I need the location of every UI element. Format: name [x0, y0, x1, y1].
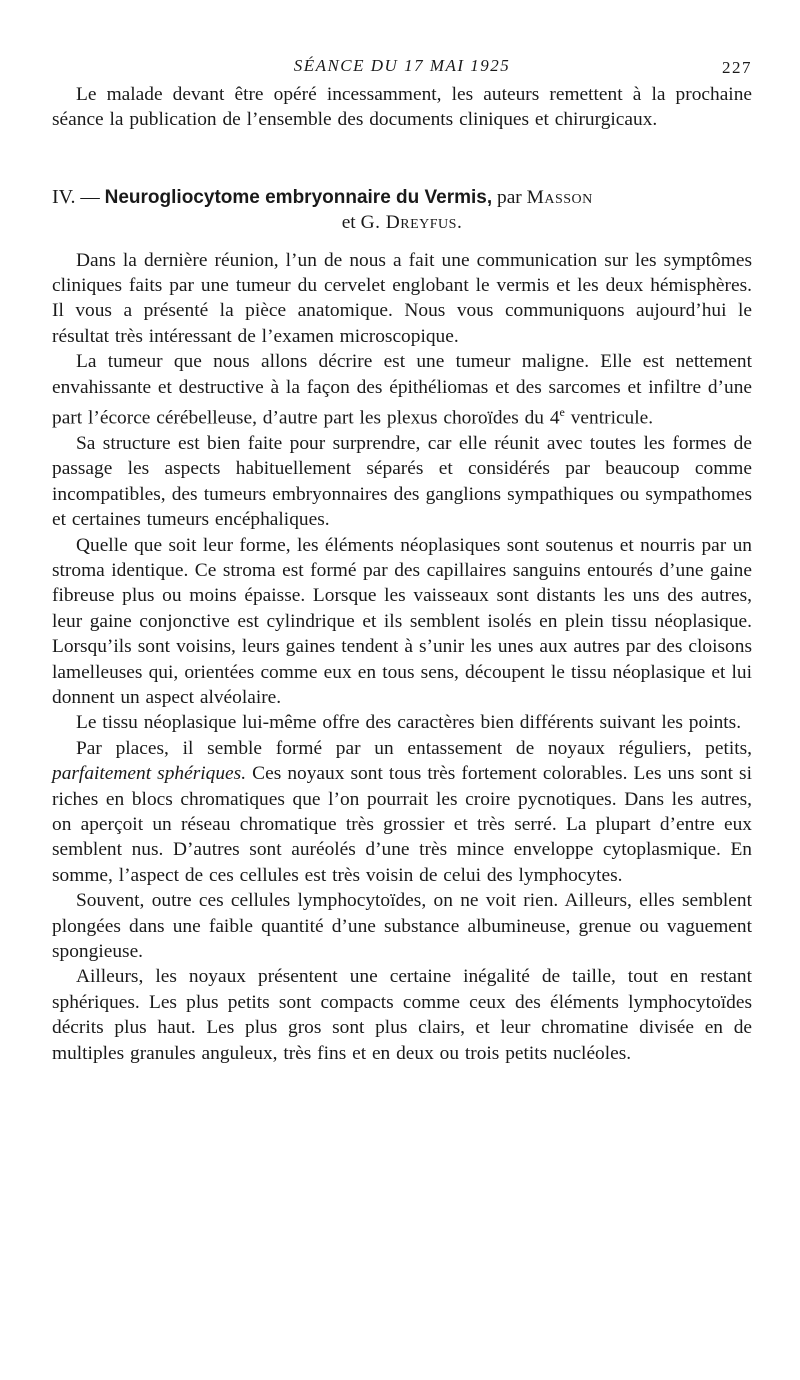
author-masson: Masson [526, 186, 593, 208]
paragraph-4: Quelle que soit leur forme, les éléments néoplasiques sont soutenus et nourris par un stroma identique. Ce stroma est formé par des capillaires sanguins entourés d’une gaine fibreuse plus ou moins épaisse. Lorsque les vaisseaux sont distants les uns des autres, leur gaine conjonctive est cylindrique et ils semblent isolés en plein tissu néoplasique. Lorsqu’ils sont voisins, leurs gaines tendent à s’unir les unes aux autres par des cloisons lamelleuses qui, orientées comme eux en tous sens, découpent le tissu néoplasique et lui donnent un aspect alvéolaire. [52, 534, 752, 708]
page-number: 227 [722, 58, 752, 77]
paragraph-2-text-b: ventricule. [564, 407, 654, 429]
paragraph-5: Le tissu néoplasique lui-même offre des caractères bien différents suivant les points. [76, 712, 742, 734]
paragraph-6 [52, 736, 752, 888]
paragraph-1: Dans la dernière réunion, l’un de nous a fait une communication sur les symptômes cliniques faits par une tumeur du cervelet englobant le vermis et les deux hémisphères. Il vous a présenté la pièce anatomique. Nous vous communiquons aujourd’hui le résultat très intéressant de l’examen microscopique. [52, 249, 752, 347]
paragraph-6-italic: parfaitement sphériques. [52, 763, 247, 785]
paragraph-2 [52, 349, 752, 431]
paragraph-2-superscript: e [559, 405, 565, 420]
paragraph-3: Sa structure est bien faite pour surprendre, car elle réunit avec toutes les formes de passage les aspects habituellement séparés et considérés par beaucoup comme incompatibles, des tumeurs embryonnaires des ganglions sympathiques ou sympathomes et certaines tumeurs encéphaliques. [52, 432, 752, 531]
article-dash: — [80, 186, 100, 208]
author-dreyfus: G. Dreyfus. [360, 212, 463, 234]
running-title: SÉANCE DU 17 MAI 1925 [293, 56, 511, 75]
article-title: Neurogliocytome embryonnaire du Vermis, [104, 186, 493, 208]
paragraph-6-text-a: Par places, il semble formé par un entassement de noyaux réguliers, petits, [76, 737, 752, 759]
article-by: par [497, 186, 522, 208]
article-and: et [341, 212, 356, 234]
paragraph-7: Souvent, outre ces cellules lymphocytoïdes, on ne voit rien. Ailleurs, elles semblent plongées dans une faible quantité d’une substance albumineuse, grenue ou vaguement spongieuse. [52, 890, 752, 963]
article-heading [52, 185, 752, 236]
paragraph-6-text-b: Ces noyaux sont tous très fortement colorables. Les uns sont si riches en blocs chromatiques que l’on pourrait les croire pycnotiques. Dans les autres, on aperçoit un réseau chromatique très grossier et très serré. La plupart d’entre eux semblent nus. D’autres sont auréolés d’une très mince enveloppe cytoplasmique. En somme, l’aspect de ces cellules est très voisin de celui des lymphocytes. [52, 763, 752, 886]
article-heading-line2 [52, 210, 752, 235]
document-page [52, 52, 752, 1066]
paragraph-2-text-a: La tumeur que nous allons décrire est une tumeur maligne. Elle est nettement envahissante et destructive à la façon des épithéliomas et des sarcomes et infiltre d’une part l’écorce cérébelleuse, d’autre part les plexus choroïdes du 4 [52, 351, 752, 429]
paragraph-8: Ailleurs, les noyaux présentent une certaine inégalité de taille, tout en restant sphériques. Les plus petits sont compacts comme ceux des éléments lymphocytoïdes décrits plus haut. Les plus gros sont plus clairs, et leur chromatine divisée en de multiples granules anguleux, très fins et en deux ou trois petits nucléoles. [52, 966, 752, 1064]
running-header [52, 52, 752, 82]
article-number: IV. [52, 185, 76, 208]
intro-paragraph: Le malade devant être opéré incessamment, les auteurs remettent à la prochaine séance la publication de l’ensemble des documents cliniques et chirurgicaux. [52, 84, 752, 131]
